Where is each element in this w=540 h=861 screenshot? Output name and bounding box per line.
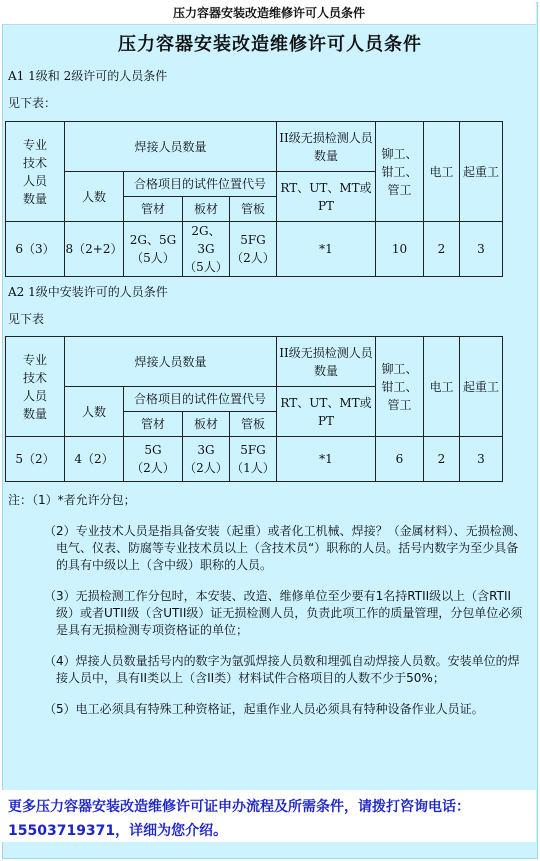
header-ndt: II级无损检测人员数量 bbox=[277, 337, 376, 387]
cell-staff: 6（3） bbox=[6, 222, 65, 277]
header-tubesheet: 管板 bbox=[230, 412, 277, 437]
header-riveter: 铆工、 钳工、 管工 bbox=[376, 337, 424, 437]
note-3: （3）无损检测工作分包时，本安装、改造、维修单位至少要有1名持RTII级以上（含RTII级）或者UTII级（含UTII级）证无损检测人员，负责此项工作的质量管理，分包单位必须是具有无损检测专项资格证的单位； bbox=[44, 589, 523, 637]
table-a1 bbox=[5, 121, 503, 277]
cell-rigger: 3 bbox=[460, 222, 503, 277]
note-2: （2）专业技术人员是指具备安装（起重）或者化工机械、焊接？（金属材料）、无损检测、电气、仪表、防腐等专业技术员以上（含技术员“）职称的人员。括号内数字为至少具备的具有中级以上（含中级）职称的人员。 bbox=[44, 524, 526, 572]
header-ndt-methods: RT、UT、MT或PT bbox=[277, 172, 376, 222]
cell-tubesheet: 5FG （1人） bbox=[230, 437, 277, 482]
header-rigger: 起重工 bbox=[460, 122, 503, 222]
section-a2-intro: 见下表 bbox=[8, 312, 45, 326]
header-staff: 专业 技术 人员 数量 bbox=[6, 122, 65, 222]
header-riveter: 铆工、 钳工、 管工 bbox=[376, 122, 424, 222]
note-5: （5）电工必须具有特殊工种资格证，起重作业人员必须具有特种设备作业人员证。 bbox=[44, 702, 484, 716]
header-rigger: 起重工 bbox=[460, 337, 503, 437]
cell-pipe: 5G （2人） bbox=[124, 437, 183, 482]
footer-contact: 更多压力容器安装改造维修许可证申办流程及所需条件，请拨打咨询电话：15503719371，详细为您介绍。 bbox=[8, 799, 470, 839]
header-count: 人数 bbox=[65, 387, 124, 437]
header-ndt: II级无损检测人员数量 bbox=[277, 122, 376, 172]
header-positions: 合格项目的试件位置代号 bbox=[124, 172, 277, 197]
page-title: 压力容器安装改造维修许可人员条件 bbox=[118, 34, 422, 55]
cell-plate: 3G （2人） bbox=[183, 437, 230, 482]
cell-riveter: 10 bbox=[376, 222, 424, 277]
cell-ndt: *1 bbox=[277, 437, 376, 482]
note-1: 注：（1）*者允许分包； bbox=[8, 493, 136, 507]
header-staff: 专业 技术 人员 数量 bbox=[6, 337, 65, 437]
header-pipe: 管材 bbox=[124, 197, 183, 222]
header-tubesheet: 管板 bbox=[230, 197, 277, 222]
header-welders: 焊接人员数量 bbox=[65, 337, 277, 387]
cell-electrician: 2 bbox=[424, 222, 460, 277]
cell-electrician: 2 bbox=[424, 437, 460, 482]
cell-plate: 2G、3G （5人） bbox=[183, 222, 230, 277]
header-count: 人数 bbox=[65, 172, 124, 222]
section-a1-heading: A1 1级和 2级许可的人员条件 bbox=[8, 69, 168, 83]
header-plate: 板材 bbox=[183, 412, 230, 437]
section-a1-intro: 见下表： bbox=[8, 96, 57, 110]
notes-section bbox=[8, 492, 528, 732]
cell-tubesheet: 5FG （2人） bbox=[230, 222, 277, 277]
header-electrician: 电工 bbox=[424, 337, 460, 437]
cell-rigger: 3 bbox=[460, 437, 503, 482]
header-welders: 焊接人员数量 bbox=[65, 122, 277, 172]
cell-count: 4（2） bbox=[65, 437, 124, 482]
header-positions: 合格项目的试件位置代号 bbox=[124, 387, 277, 412]
note-4: （4）焊接人员数量括号内的数字为氩弧焊接人员数和埋弧自动焊接人员数。安装单位的焊接人员中，具有II类以上（含II类）材料试件合格项目的人数不少于50%； bbox=[44, 654, 520, 685]
header-pipe: 管材 bbox=[124, 412, 183, 437]
header-title: 压力容器安装改造维修许可人员条件 bbox=[2, 2, 536, 25]
table-a2 bbox=[5, 336, 503, 482]
cell-staff: 5（2） bbox=[6, 437, 65, 482]
header-ndt-methods: RT、UT、MT或PT bbox=[277, 387, 376, 437]
cell-ndt: *1 bbox=[277, 222, 376, 277]
section-a2-heading: A2 1级中安装许可的人员条件 bbox=[8, 285, 168, 299]
header-plate: 板材 bbox=[183, 197, 230, 222]
cell-pipe: 2G、5G （5人） bbox=[124, 222, 183, 277]
cell-riveter: 6 bbox=[376, 437, 424, 482]
header-electrician: 电工 bbox=[424, 122, 460, 222]
cell-count: 8（2+2） bbox=[65, 222, 124, 277]
